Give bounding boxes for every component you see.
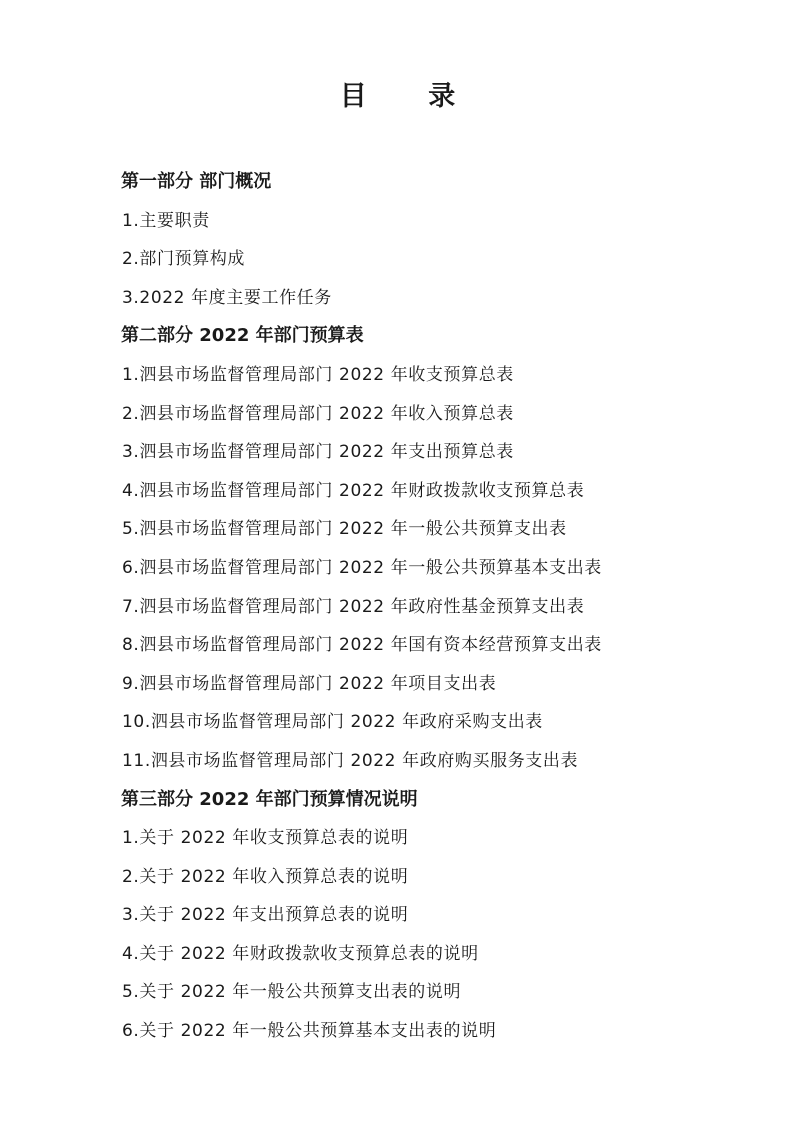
table-of-contents [0,163,793,1051]
toc-item[interactable]: 4.关于 2022 年财政拨款收支预算总表的说明 [122,943,479,964]
toc-item[interactable]: 3.关于 2022 年支出预算总表的说明 [122,905,409,926]
toc-item[interactable]: 2.关于 2022 年收入预算总表的说明 [122,866,409,887]
page-title: 目 录 [339,81,482,112]
toc-item[interactable]: 2.泗县市场监督管理局部门 2022 年收入预算总表 [122,403,514,424]
toc-item[interactable]: 5.泗县市场监督管理局部门 2022 年一般公共预算支出表 [122,519,567,540]
toc-item[interactable]: 6.关于 2022 年一般公共预算基本支出表的说明 [122,1021,497,1042]
toc-item[interactable]: 2.部门预算构成 [122,249,246,270]
section-heading[interactable]: 第二部分 2022 年部门预算表 [121,325,364,347]
section-heading[interactable]: 第三部分 2022 年部门预算情况说明 [121,788,418,810]
toc-item[interactable]: 4.泗县市场监督管理局部门 2022 年财政拨款收支预算总表 [122,480,585,501]
toc-item[interactable]: 1.主要职责 [122,210,210,231]
section-heading[interactable]: 第一部分 部门概况 [121,171,272,192]
toc-item[interactable]: 7.泗县市场监督管理局部门 2022 年政府性基金预算支出表 [122,596,585,617]
toc-item[interactable]: 9.泗县市场监督管理局部门 2022 年项目支出表 [122,673,497,694]
toc-item[interactable]: 1.泗县市场监督管理局部门 2022 年收支预算总表 [122,364,514,385]
toc-item[interactable]: 8.泗县市场监督管理局部门 2022 年国有资本经营预算支出表 [122,635,602,656]
toc-item[interactable]: 5.关于 2022 年一般公共预算支出表的说明 [122,982,462,1003]
toc-item[interactable]: 1.关于 2022 年收支预算总表的说明 [122,828,409,849]
toc-item[interactable]: 11.泗县市场监督管理局部门 2022 年政府购买服务支出表 [122,750,579,771]
toc-item[interactable]: 3.2022 年度主要工作任务 [122,287,332,308]
toc-item[interactable]: 10.泗县市场监督管理局部门 2022 年政府采购支出表 [122,712,543,733]
toc-item[interactable]: 6.泗县市场监督管理局部门 2022 年一般公共预算基本支出表 [122,557,602,578]
toc-item[interactable]: 3.泗县市场监督管理局部门 2022 年支出预算总表 [122,442,514,463]
